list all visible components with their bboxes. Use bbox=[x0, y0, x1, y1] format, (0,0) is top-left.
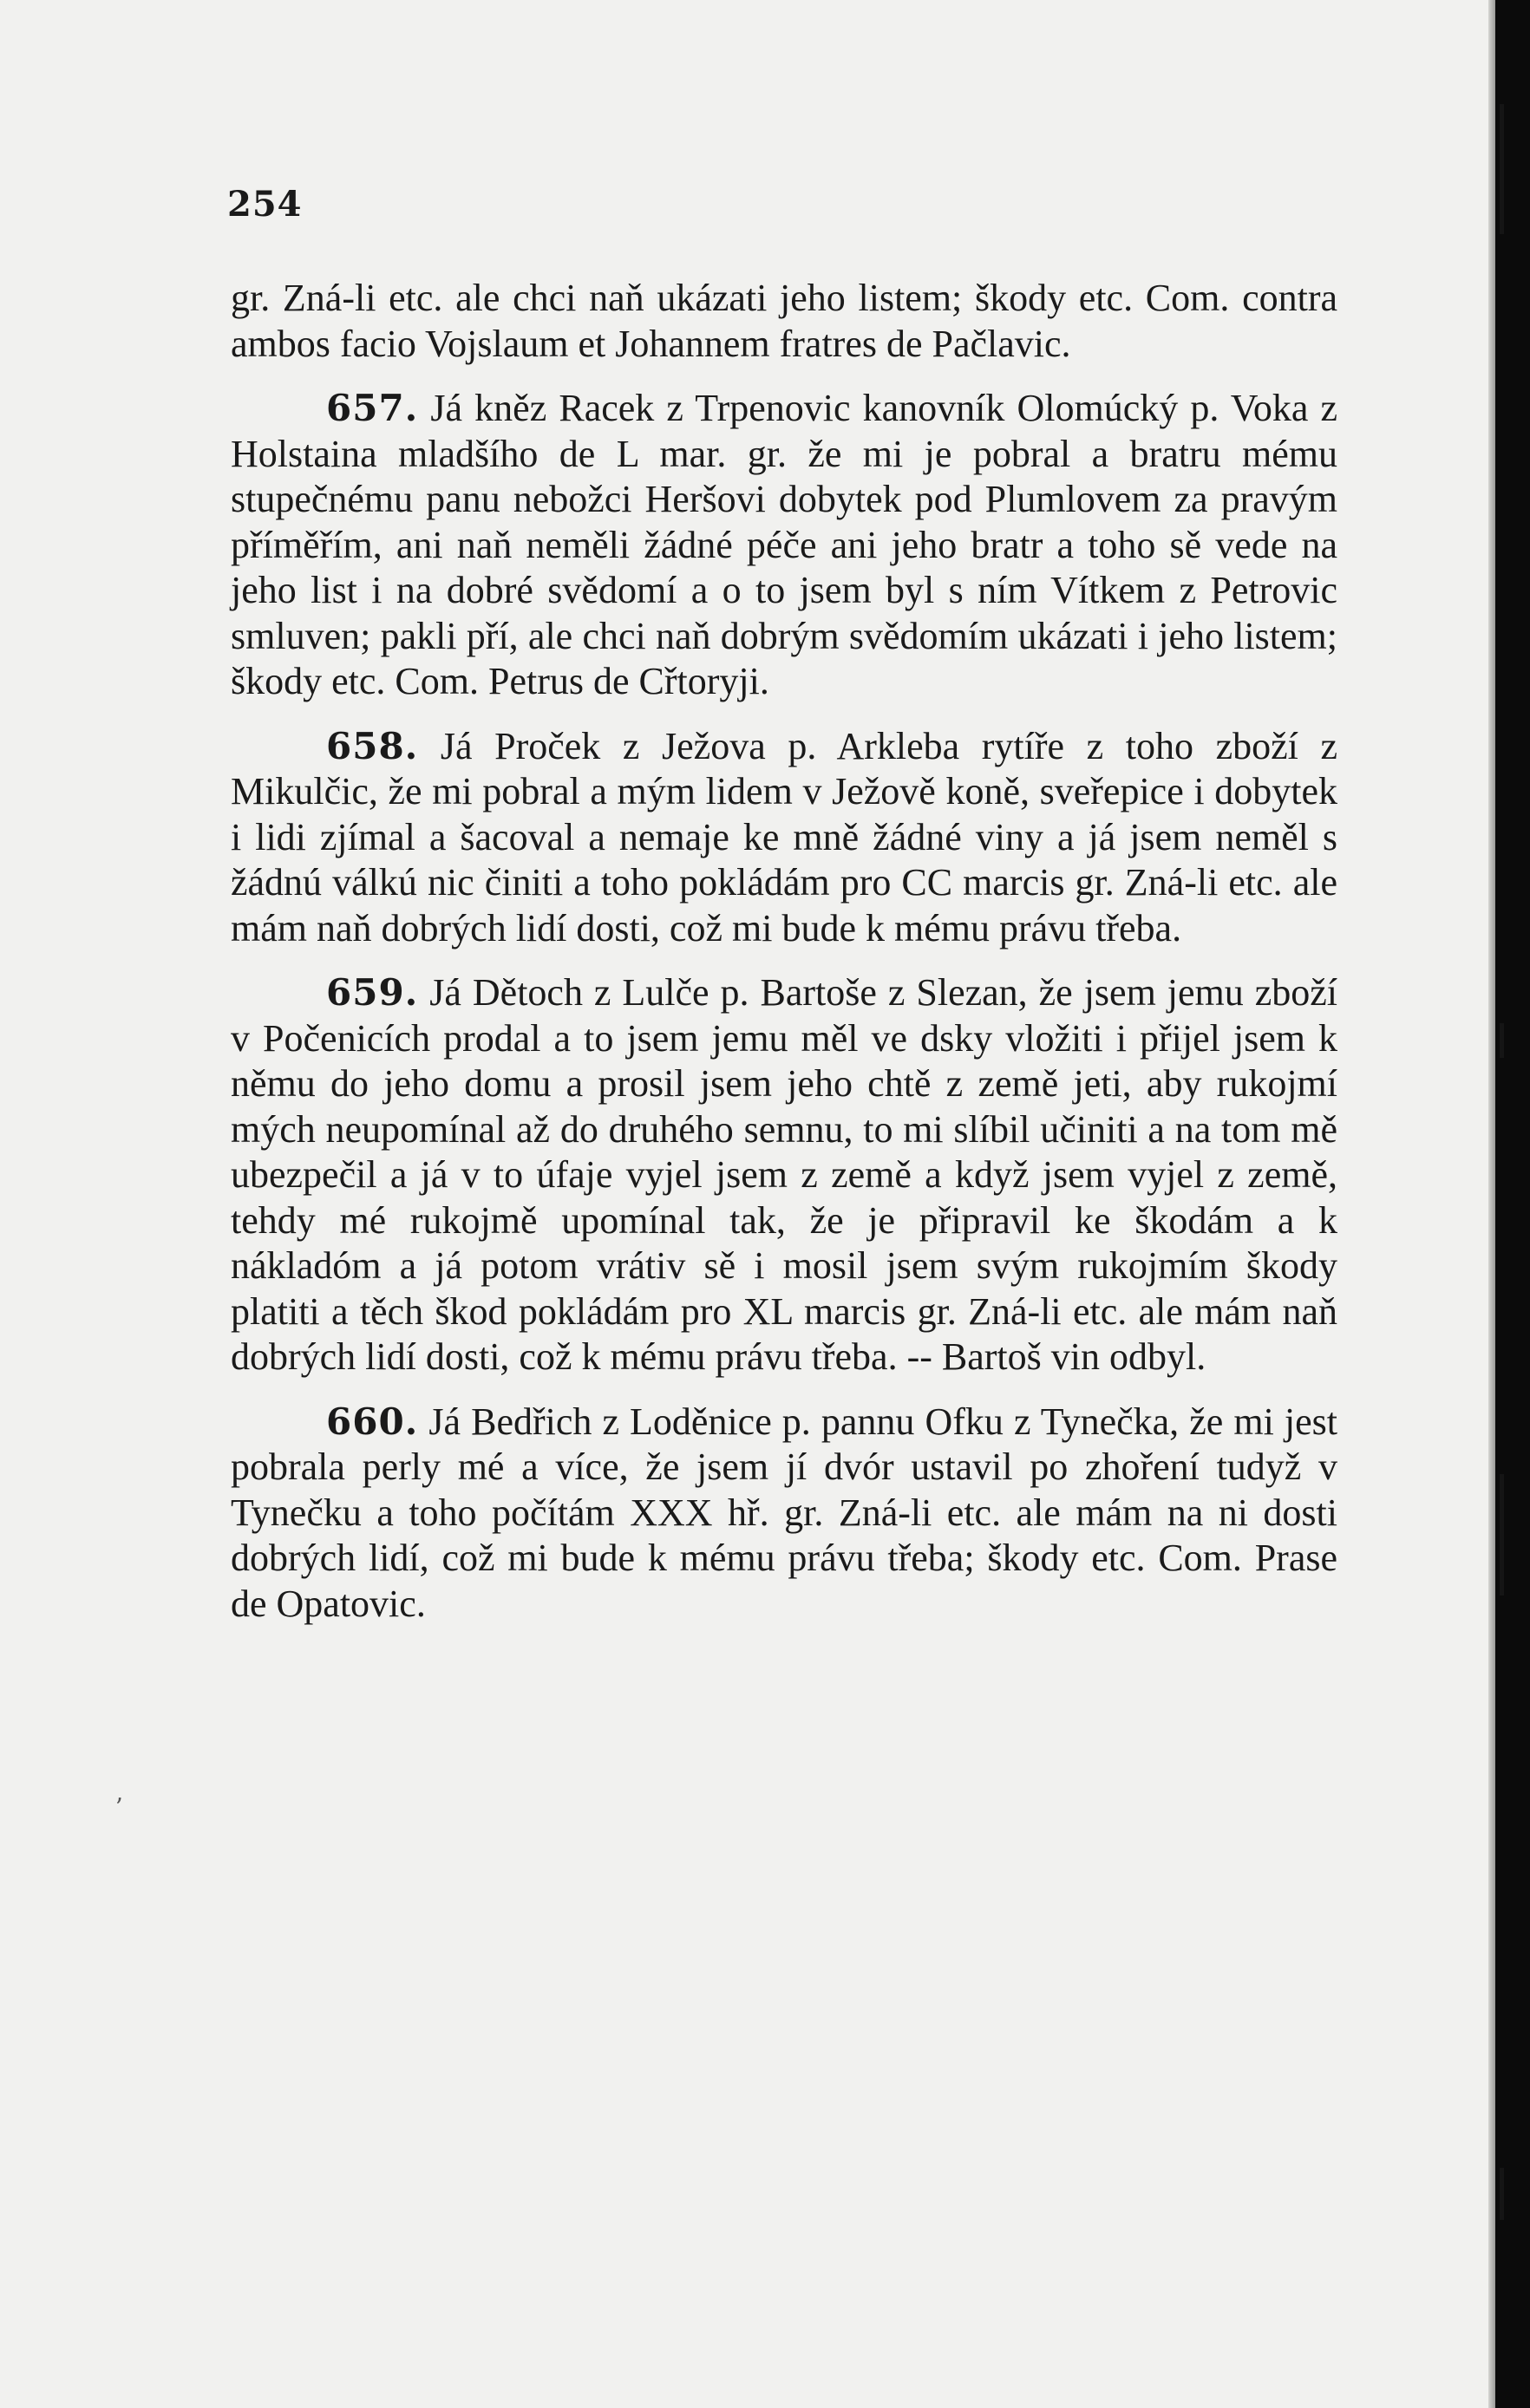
continuation-paragraph: gr. Zná-li etc. ale chci naň ukázati jeho listem; škody etc. Com. contra ambos facio Vojslaum et Johannem fratres de Pačlavic. bbox=[231, 277, 1337, 365]
page-number: 254 bbox=[227, 184, 303, 225]
page-body bbox=[231, 276, 1337, 1627]
entry-number: 659. bbox=[326, 971, 419, 1014]
entry-number: 657. bbox=[326, 387, 419, 429]
scan-tick-mark bbox=[1500, 2168, 1504, 2220]
scan-tick-mark bbox=[1500, 104, 1504, 234]
scan-tick-mark bbox=[1500, 1474, 1504, 1596]
entry-657 bbox=[231, 386, 1337, 705]
entry-text: Já Proček z Ježova p. Arkleba rytíře z toho zboží z Mikulčic, že mi pobral a mým lidem v Ježově koně, sveřepice i dobytek i lidi zjímal a šacoval a nemaje ke mně žádné viny a já jsem neměl s žádnú válkú nic činiti a toho pokládám pro CC marcis gr. Zná-li etc. ale mám naň dobrých lidí dosti, což mi bude k mému právu třeba. bbox=[231, 724, 1337, 949]
entry-text: Já Bedřich z Loděnice p. pannu Ofku z Tynečka, že mi jest pobrala perly mé a více, že jsem jí dvór ustavil po zhoření tudyž v Tynečku a toho počítám XXX hř. gr. Zná-li etc. ale mám na ni dosti dobrých lidí, což mi bude k mému právu třeba; škody etc. Com. Prase de Opatovic. bbox=[231, 1400, 1337, 1625]
page-edge-shadow bbox=[1488, 0, 1495, 2408]
entry-text: Já kněz Racek z Trpenovic kanovník Olomúcký p. Voka z Holstaina mladšího de L mar. gr. že mi je pobral a bratru mému stupečnému panu nebožci Heršovi dobytek pod Plumlovem za pravým příměřím, ani naň neměli žádné péče ani jeho bratr a toho sě vede na jeho list i na dobré svědomí a o to jsem byl s ním Vítkem z Petrovic smluven; pakli pří, ale chci naň dobrým svědomím ukázati i jeho listem; škody etc. Com. Petrus de Cřtoryji. bbox=[231, 387, 1337, 702]
entry-number: 658. bbox=[326, 724, 419, 767]
entry-number: 660. bbox=[326, 1400, 419, 1443]
entry-658 bbox=[231, 724, 1337, 952]
scan-tick-mark bbox=[1500, 1023, 1504, 1058]
entry-660 bbox=[231, 1400, 1337, 1628]
scan-border bbox=[1495, 0, 1530, 2408]
stray-ink-mark: ʼ bbox=[114, 1793, 122, 1822]
entry-659 bbox=[231, 970, 1337, 1380]
entry-text: Já Dětoch z Lulče p. Bartoše z Slezan, že jsem jemu zboží v Počenicích prodal a to jsem jemu měl ve dsky vložiti i přijel jsem k němu do jeho domu a prosil jsem jeho chtě z země jeti, aby rukojmí mých neupomínal až do druhého semnu, to mi slíbil učiniti a na tom mě ubezpečil a já v to úfaje vyjel jsem z země a když jsem vyjel z země, tehdy mé rukojmě upomínal tak, že je připravil ke škodám a k nákladóm a já potom vrátiv sě i mosil jsem svým rukojmím škody platiti a těch škod pokládám pro XL marcis gr. Zná-li etc. ale mám naň dobrých lidí dosti, což k mému právu třeba. -- Bartoš vin odbyl. bbox=[231, 971, 1337, 1378]
